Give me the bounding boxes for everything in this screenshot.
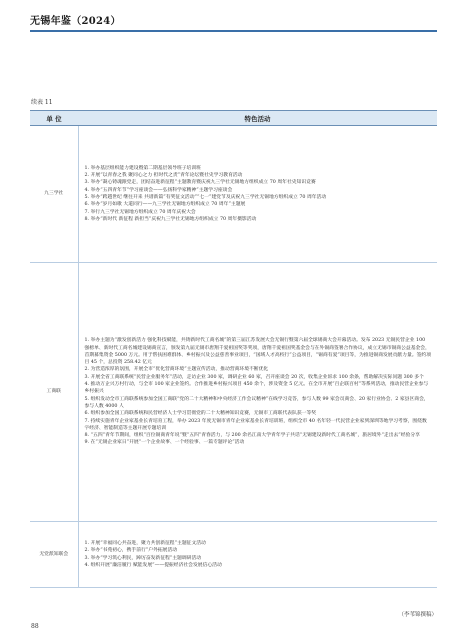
table-row xyxy=(30,126,437,263)
activity-item: 5. 组织发动全市工商联系统参加全国工商联“党的二十大精神和中央经济工作会议精神”在线学习竞答，参与人数 99 家会员商会、20 家行业协会、2 家县区商会，参与人数 4000 人 xyxy=(84,396,429,409)
activity-item: 1. 开展“幸福同心共奋进，聚力共创新征程”主题征文活动 xyxy=(84,540,206,546)
activity-item: 9. 在“无锡企业家日”开展“一个企业故事、一个经验事、一篇专题评论”活动 xyxy=(84,440,245,446)
column-header-activities: 特色活动 xyxy=(78,111,437,126)
activity-item: 2. 为营造浓厚的氛围，开展全市“优化营商环境”主题宣传活动，推动营商环境不断优化 xyxy=(84,367,269,373)
table-row xyxy=(30,263,437,522)
activity-item: 3. 举办“学习筑心利民，踔厉奋发新征程”主题调研活动 xyxy=(84,555,202,561)
continued-table-label: 续表 11 xyxy=(31,99,53,106)
activities-table xyxy=(30,110,437,588)
activity-item: 1. 举办基层组织能力建设暨第二期基层领导班子培训班 xyxy=(84,165,201,171)
column-header-unit: 单 位 xyxy=(30,111,78,126)
activity-item: 3. 开展全省工商联系统“民营企业服务年”活动，走访企业 300 家，调研企业 60 家，召开座谈会 20 次，收集企业诉求 100 余条，帮助解决实际问题 300 多个 xyxy=(84,374,424,380)
activity-item: 4. 组织开展“廉洁履行 赋能发展”——提振经济社会发展信心活动 xyxy=(84,562,222,568)
activity-item: 5. 举办“跨越世纪 继往开来 共谱新篇”有奖征文活动”“七一”建党节及庆祝九三学社无锡地方组织成立 70 周年活动 xyxy=(84,195,327,200)
activity-item: 4. 推动万企兴万村行动，与全市 100 家企业签约。合作推进乡村振兴项目 450 余个，涉及资金 5 亿元。在全市开展“百企联百村”等系列活动，推动民营企业参与乡村振兴 xyxy=(84,382,429,395)
activity-item: 3. 举办“凝心铸魂跟党走，团结奋进新征程”主题教育暨庆祝九三学社无锡地方组织成立 70 周年社史知识竞赛 xyxy=(84,180,316,186)
activities-cell xyxy=(78,522,437,588)
table-row xyxy=(30,522,437,588)
unit-cell: 工商联 xyxy=(30,263,78,522)
activities-cell xyxy=(78,263,437,522)
activity-item: 2. 开展“以青春之我 聚同心之力 担时代之责”青年论坛暨社史学习教育活动 xyxy=(84,173,243,179)
page-number: 88 xyxy=(31,623,39,630)
unit-cell: 九三学社 xyxy=(30,126,78,263)
yearbook-header-title: 无锡年鉴（2024） xyxy=(30,16,121,27)
table-header-row xyxy=(30,111,437,126)
activity-item: 8. 举办“新时代 新征程 新担当”庆祝九三学社无锡地方组织成立 70 周年摄影活动 xyxy=(84,216,257,222)
activity-item: 6. 举办“岁月如歌 大道同行——九三学社无锡地方组织成立 70 周年”主题展 xyxy=(84,202,246,208)
source-credit: （李苇锦撰稿） xyxy=(398,612,437,618)
activity-item: 1. 举办主题为“激发创新活力 强化科技赋能，共铸新时代工商名城”的第三届江苏发展大会无锡行暨第六届全球锡商大会开幕活动。发布 2023 无锡民营企业 100 强榜单、新时代工商名城建设锡商宣言，颁发第九届无锡市唐翔千爱祖国奖等奖项，唐翔千爱祖国奖基金会与在外锡商签署合作协议，成立无锡市锡商公益基金会，首期募集资金 5000 万元。用于帮扶困难群体、乡村振兴及公益慈善事业项目，“国域人才高校行”公益项目，“锡商有爱”项目等，为推进锡商发展贡献力量。签约项目 45 个，总投资 258.42 亿元 xyxy=(84,338,431,366)
activity-item: 6. 组织参加全国工商联系统和民营经济人士学习贯彻党的二十大精神知识竞赛，无锡市工商联代表队获一等奖 xyxy=(84,411,317,417)
unit-cell: 无党派知联会 xyxy=(30,522,78,588)
activity-item: 4. 举办“五四青年节”学习座谈会——弘扬科学家精神”主题学习座谈会 xyxy=(84,187,233,193)
activity-item: 8. “五四”青年节期间，组织“百位锡商青年说”暨“五四”青春活力，与 200 余名江南大学青年学子共话“无锡建设新时代工商名城”，旅居境外“走出去”经验分享 xyxy=(84,433,420,439)
activities-cell xyxy=(78,126,437,263)
activity-item: 2. 举办“书苑初心，携手前行”户外拓展活动 xyxy=(84,548,178,554)
activity-item: 7. 持续实施青年企业家基业长青培育工程，举办 2023 年度无锡市青年企业家基业长青培训班，组织全市 40 名年轻一代民营企业家到深圳等地学习考察，围绕数字经济、智能制造等主题开展专题培训 xyxy=(84,418,427,431)
activity-item: 7. 举行九三学社无锡地方组织成立 70 周年庆祝大会 xyxy=(84,209,196,215)
header-divider xyxy=(30,30,437,32)
